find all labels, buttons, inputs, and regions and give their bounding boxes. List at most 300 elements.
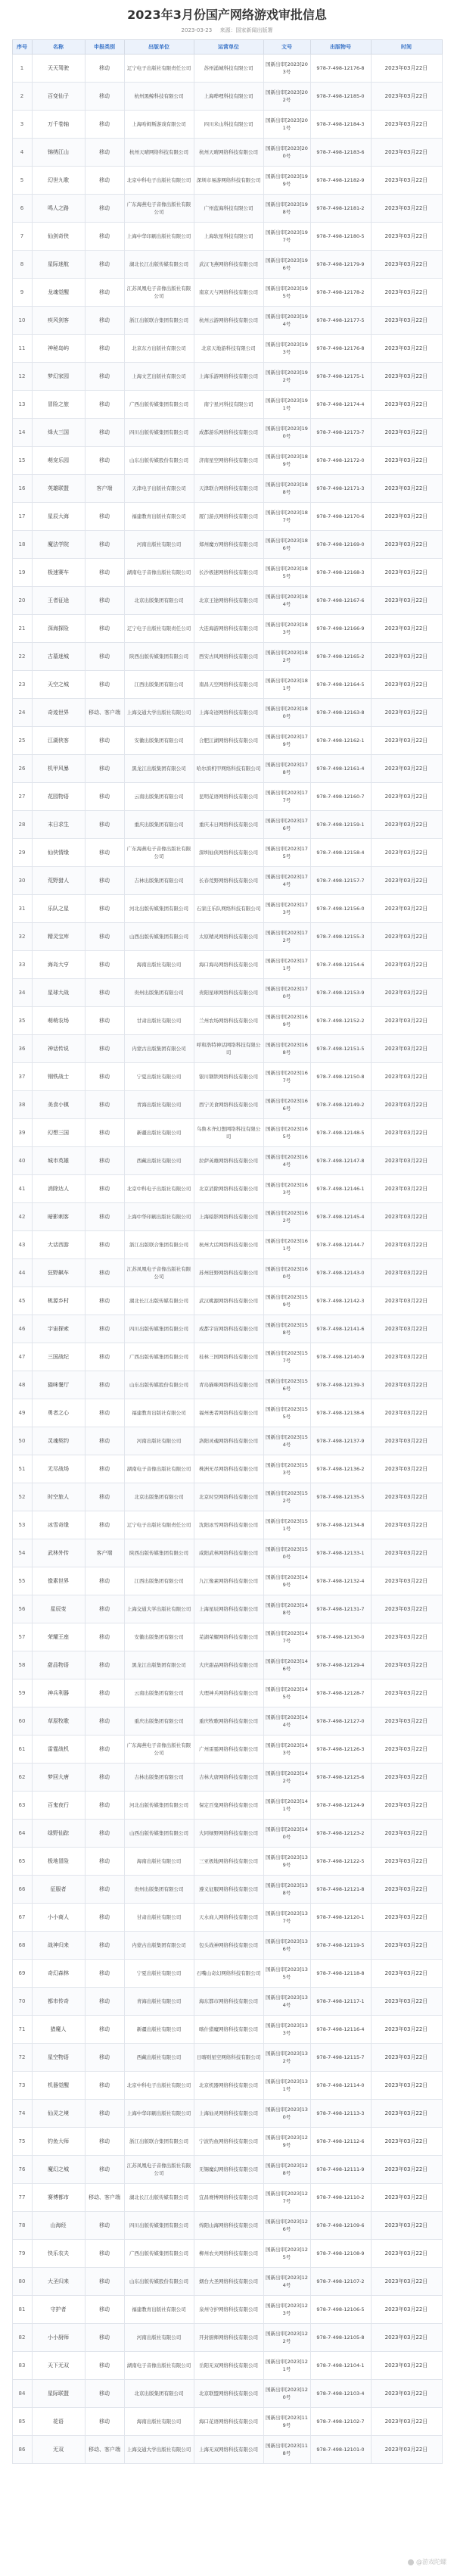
table-row (12, 167, 442, 195)
cell-type: 移动 (85, 2128, 124, 2156)
cell-doc-no: 国新出审[2023]203号 (263, 55, 310, 83)
cell-no: 75 (12, 2128, 32, 2156)
col-header-publisher: 出版单位 (124, 40, 194, 55)
cell-doc-no: 国新出审[2023]156号 (263, 1371, 310, 1399)
cell-operator: 杭州云游网络科技有限公司 (194, 307, 263, 335)
cell-name: 龙魂觉醒 (32, 279, 85, 307)
cell-name: 王者征途 (32, 587, 85, 615)
cell-isbn: 978-7-498-12178-2 (310, 279, 371, 307)
cell-isbn: 978-7-498-12123-2 (310, 1820, 371, 1848)
cell-date: 2023年03月22日 (371, 2016, 442, 2044)
cell-date: 2023年03月22日 (371, 1539, 442, 1567)
cell-type: 客户端 (85, 1539, 124, 1567)
cell-name: 星辰变 (32, 1595, 85, 1623)
col-header-doc-no: 文号 (263, 40, 310, 55)
cell-type: 移动 (85, 1399, 124, 1427)
cell-name: 天天驾驶 (32, 55, 85, 83)
cell-no: 58 (12, 1651, 32, 1679)
cell-operator: 吉林大唐网络科技有限公司 (194, 1764, 263, 1792)
table-row (12, 1623, 442, 1651)
table-row (12, 1511, 442, 1539)
cell-name: 大圣归来 (32, 2268, 85, 2296)
cell-date: 2023年03月22日 (371, 1960, 442, 1988)
cell-date: 2023年03月22日 (371, 559, 442, 587)
table-row (12, 1231, 442, 1259)
cell-operator: 包头战神网络科技有限公司 (194, 1932, 263, 1960)
cell-name: 星际迷航 (32, 251, 85, 279)
cell-publisher: 广西出版传媒集团有限公司 (124, 391, 194, 419)
cell-name: 山海经 (32, 2212, 85, 2240)
cell-isbn: 978-7-498-12142-3 (310, 1287, 371, 1315)
cell-isbn: 978-7-498-12109-6 (310, 2212, 371, 2240)
cell-publisher: 北京出版集团有限公司 (124, 2380, 194, 2408)
cell-doc-no: 国新出审[2023]141号 (263, 1792, 310, 1820)
table-row (12, 2352, 442, 2380)
cell-operator: 拉萨英雄网络科技有限公司 (194, 1147, 263, 1175)
cell-no: 74 (12, 2100, 32, 2128)
cell-publisher: 四川出版传媒集团有限公司 (124, 2212, 194, 2240)
cell-type: 移动 (85, 139, 124, 167)
table-row (12, 139, 442, 167)
cell-publisher: 上海交通大学出版社有限公司 (124, 1595, 194, 1623)
cell-no: 1 (12, 55, 32, 83)
cell-isbn: 978-7-498-12117-1 (310, 1988, 371, 2016)
cell-publisher: 河南出版社有限公司 (124, 2324, 194, 2352)
cell-doc-no: 国新出审[2023]178号 (263, 755, 310, 783)
table-row (12, 1736, 442, 1764)
cell-operator: 武汉桃源网络科技有限公司 (194, 1287, 263, 1315)
cell-publisher: 上海中华印刷出版社有限公司 (124, 1203, 194, 1231)
cell-operator: 喀什猎魔网络科技有限公司 (194, 2016, 263, 2044)
cell-type: 移动 (85, 1876, 124, 1904)
cell-doc-no: 国新出审[2023]147号 (263, 1623, 310, 1651)
cell-date: 2023年03月22日 (371, 2044, 442, 2072)
cell-operator: 宜昌赛博网络科技有限公司 (194, 2184, 263, 2212)
cell-publisher: 海南出版社有限公司 (124, 1848, 194, 1876)
cell-no: 85 (12, 2408, 32, 2436)
cell-name: 钓鱼大师 (32, 2128, 85, 2156)
table-row (12, 531, 442, 559)
cell-doc-no: 国新出审[2023]119号 (263, 2408, 310, 2436)
table-row (12, 979, 442, 1007)
cell-doc-no: 国新出审[2023]179号 (263, 727, 310, 755)
cell-publisher: 海南出版社有限公司 (124, 2408, 194, 2436)
cell-isbn: 978-7-498-12183-6 (310, 139, 371, 167)
cell-doc-no: 国新出审[2023]172号 (263, 923, 310, 951)
cell-operator: 大庆甜品网络科技有限公司 (194, 1651, 263, 1679)
cell-doc-no: 国新出审[2023]132号 (263, 2044, 310, 2072)
table-row (12, 1820, 442, 1848)
cell-publisher: 河北出版传媒集团有限公司 (124, 1792, 194, 1820)
cell-doc-no: 国新出审[2023]190号 (263, 419, 310, 447)
table-row (12, 643, 442, 671)
table-row (12, 1707, 442, 1736)
table-row (12, 1007, 442, 1035)
cell-name: 锦绣江山 (32, 139, 85, 167)
cell-name: 猎魔人 (32, 2016, 85, 2044)
cell-isbn: 978-7-498-12112-6 (310, 2128, 371, 2156)
cell-type: 移动 (85, 2324, 124, 2352)
cell-doc-no: 国新出审[2023]139号 (263, 1848, 310, 1876)
cell-doc-no: 国新出审[2023]150号 (263, 1539, 310, 1567)
table-row (12, 1988, 442, 2016)
cell-publisher: 江西出版集团有限公司 (124, 1567, 194, 1595)
cell-doc-no: 国新出审[2023]118号 (263, 2436, 310, 2464)
cell-no: 4 (12, 139, 32, 167)
table-row (12, 1175, 442, 1203)
cell-doc-no: 国新出审[2023]155号 (263, 1399, 310, 1427)
cell-operator: 九江像素网络科技有限公司 (194, 1567, 263, 1595)
cell-doc-no: 国新出审[2023]135号 (263, 1960, 310, 1988)
table-row (12, 447, 442, 475)
cell-isbn: 978-7-498-12160-7 (310, 783, 371, 811)
cell-date: 2023年03月22日 (371, 1259, 442, 1287)
cell-doc-no: 国新出审[2023]180号 (263, 699, 310, 727)
cell-no: 62 (12, 1764, 32, 1792)
table-row (12, 1287, 442, 1315)
table-row (12, 2016, 442, 2044)
cell-publisher: 青海出版社有限公司 (124, 1988, 194, 2016)
col-header-name: 名称 (32, 40, 85, 55)
cell-date: 2023年03月22日 (371, 1035, 442, 1063)
cell-type: 移动 (85, 1960, 124, 1988)
cell-isbn: 978-7-498-12119-5 (310, 1932, 371, 1960)
cell-date: 2023年03月22日 (371, 2128, 442, 2156)
cell-doc-no: 国新出审[2023]159号 (263, 1287, 310, 1315)
cell-isbn: 978-7-498-12139-3 (310, 1371, 371, 1399)
cell-date: 2023年03月22日 (371, 419, 442, 447)
table-row (12, 83, 442, 111)
cell-name: 仙侠情缘 (32, 839, 85, 867)
table-row (12, 2156, 442, 2184)
cell-no: 67 (12, 1904, 32, 1932)
cell-type: 移动 (85, 1988, 124, 2016)
cell-name: 神秘岛屿 (32, 335, 85, 363)
cell-no: 3 (12, 111, 32, 139)
cell-no: 24 (12, 699, 32, 727)
cell-date: 2023年03月22日 (371, 503, 442, 531)
cell-publisher: 西藏出版社有限公司 (124, 2044, 194, 2072)
cell-doc-no: 国新出审[2023]200号 (263, 139, 310, 167)
cell-doc-no: 国新出审[2023]184号 (263, 587, 310, 615)
table-row (12, 419, 442, 447)
table-row (12, 55, 442, 83)
cell-no: 23 (12, 671, 32, 699)
cell-date: 2023年03月22日 (371, 727, 442, 755)
table-row (12, 2072, 442, 2100)
cell-doc-no: 国新出审[2023]194号 (263, 307, 310, 335)
cell-name: 战神归来 (32, 1932, 85, 1960)
cell-isbn: 978-7-498-12103-4 (310, 2380, 371, 2408)
cell-isbn: 978-7-498-12110-2 (310, 2184, 371, 2212)
cell-name: 星际联盟 (32, 2380, 85, 2408)
cell-operator: 上海仙灵网络科技有限公司 (194, 2100, 263, 2128)
cell-type: 移动 (85, 1848, 124, 1876)
cell-date: 2023年03月22日 (371, 391, 442, 419)
cell-operator: 北京王途网络科技有限公司 (194, 587, 263, 615)
cell-operator: 武汉飞燕网络科技有限公司 (194, 251, 263, 279)
cell-name: 星空物语 (32, 2044, 85, 2072)
cell-name: 钢铁战士 (32, 1063, 85, 1091)
cell-publisher: 甘肃出版社有限公司 (124, 1904, 194, 1932)
cell-type: 移动 (85, 307, 124, 335)
cell-no: 11 (12, 335, 32, 363)
cell-name: 无双 (32, 2436, 85, 2464)
cell-isbn: 978-7-498-12144-7 (310, 1231, 371, 1259)
cell-isbn: 978-7-498-12108-9 (310, 2240, 371, 2268)
cell-publisher: 河北出版传媒集团有限公司 (124, 895, 194, 923)
cell-no: 52 (12, 1483, 32, 1511)
cell-name: 快乐农夫 (32, 2240, 85, 2268)
cell-operator: 苏州涌城科技有限公司 (194, 55, 263, 83)
cell-name: 无尽战场 (32, 1455, 85, 1483)
cell-operator: 泉州守护网络科技有限公司 (194, 2296, 263, 2324)
cell-doc-no: 国新出审[2023]128号 (263, 2156, 310, 2184)
cell-publisher: 吉林出版集团有限公司 (124, 867, 194, 895)
cell-publisher: 北京东方出版社有限公司 (124, 335, 194, 363)
cell-doc-no: 国新出审[2023]133号 (263, 2016, 310, 2044)
cell-doc-no: 国新出审[2023]168号 (263, 1035, 310, 1063)
cell-doc-no: 国新出审[2023]122号 (263, 2324, 310, 2352)
cell-operator: 厦门游点网络科技有限公司 (194, 503, 263, 531)
cell-name: 都市传奇 (32, 1988, 85, 2016)
table-row (12, 2212, 442, 2240)
cell-operator: 重庆牧歌网络科技有限公司 (194, 1707, 263, 1736)
cell-doc-no: 国新出审[2023]127号 (263, 2184, 310, 2212)
cell-doc-no: 国新出审[2023]157号 (263, 1343, 310, 1371)
cell-no: 86 (12, 2436, 32, 2464)
cell-publisher: 海南出版社有限公司 (124, 951, 194, 979)
cell-type: 移动 (85, 447, 124, 475)
cell-publisher: 湖南电子音像出版社有限公司 (124, 2352, 194, 2380)
cell-operator: 北京天地游科技有限公司 (194, 335, 263, 363)
cell-doc-no: 国新出审[2023]170号 (263, 979, 310, 1007)
cell-isbn: 978-7-498-12145-4 (310, 1203, 371, 1231)
cell-operator: 哈尔滨机甲网络科技有限公司 (194, 755, 263, 783)
cell-publisher: 湖北长江出版传媒有限公司 (124, 2184, 194, 2212)
cell-operator: 成都宇宙网络科技有限公司 (194, 1315, 263, 1343)
cell-operator: 上海奇迹网络科技有限公司 (194, 699, 263, 727)
cell-type: 移动 (85, 1679, 124, 1707)
cell-name: 天下无双 (32, 2352, 85, 2380)
table-row (12, 363, 442, 391)
cell-operator: 西安古风网络科技有限公司 (194, 643, 263, 671)
cell-no: 5 (12, 167, 32, 195)
cell-type: 移动 (85, 1651, 124, 1679)
cell-publisher: 杭州黑鲸科技有限公司 (124, 83, 194, 111)
cell-publisher: 青海出版社有限公司 (124, 1091, 194, 1119)
cell-isbn: 978-7-498-12151-5 (310, 1035, 371, 1063)
cell-name: 星辰大海 (32, 503, 85, 531)
cell-operator: 烟台大圣网络科技有限公司 (194, 2268, 263, 2296)
cell-name: 消除达人 (32, 1175, 85, 1203)
cell-type: 移动 (85, 2380, 124, 2408)
cell-publisher: 杭州天晴网络科技有限公司 (124, 139, 194, 167)
cell-doc-no: 国新出审[2023]138号 (263, 1876, 310, 1904)
cell-date: 2023年03月22日 (371, 1932, 442, 1960)
cell-publisher: 广东海燕电子音像出版社有限公司 (124, 195, 194, 223)
table-row (12, 111, 442, 139)
table-row (12, 2100, 442, 2128)
cell-no: 79 (12, 2240, 32, 2268)
cell-no: 55 (12, 1567, 32, 1595)
cell-doc-no: 国新出审[2023]148号 (263, 1595, 310, 1623)
cell-doc-no: 国新出审[2023]175号 (263, 839, 310, 867)
cell-date: 2023年03月22日 (371, 307, 442, 335)
cell-doc-no: 国新出审[2023]140号 (263, 1820, 310, 1848)
cell-doc-no: 国新出审[2023]130号 (263, 2100, 310, 2128)
cell-operator: 杭州天晴网络科技有限公司 (194, 139, 263, 167)
cell-isbn: 978-7-498-12150-8 (310, 1063, 371, 1091)
cell-isbn: 978-7-498-12127-0 (310, 1707, 371, 1736)
cell-no: 14 (12, 419, 32, 447)
table-row (12, 923, 442, 951)
cell-date: 2023年03月22日 (371, 447, 442, 475)
cell-date: 2023年03月22日 (371, 1147, 442, 1175)
cell-name: 极速赛车 (32, 559, 85, 587)
table-row (12, 783, 442, 811)
table-row (12, 251, 442, 279)
table-row (12, 811, 442, 839)
cell-date: 2023年03月22日 (371, 671, 442, 699)
cell-operator: 上海无双网络科技有限公司 (194, 2436, 263, 2464)
cell-operator: 上海暗影网络科技有限公司 (194, 1203, 263, 1231)
table-row (12, 727, 442, 755)
table-row (12, 1259, 442, 1287)
cell-operator: 大理神兵网络科技有限公司 (194, 1679, 263, 1707)
cell-type: 移动、客户端 (85, 699, 124, 727)
cell-no: 26 (12, 755, 32, 783)
table-row (12, 1119, 442, 1147)
cell-no: 48 (12, 1371, 32, 1399)
cell-operator: 广州蓝海科技有限公司 (194, 195, 263, 223)
cell-date: 2023年03月22日 (371, 1203, 442, 1231)
cell-type: 移动 (85, 503, 124, 531)
table-row (12, 839, 442, 867)
cell-no: 21 (12, 615, 32, 643)
cell-no: 6 (12, 195, 32, 223)
cell-operator: 北京消除网络科技有限公司 (194, 1175, 263, 1203)
cell-no: 33 (12, 951, 32, 979)
table-row (12, 2324, 442, 2352)
cell-name: 荒野猎人 (32, 867, 85, 895)
cell-operator: 芜湖荣耀网络科技有限公司 (194, 1623, 263, 1651)
cell-no: 76 (12, 2156, 32, 2184)
cell-no: 50 (12, 1427, 32, 1455)
publish-date: 2023-03-23 (181, 27, 213, 33)
table-row (12, 1371, 442, 1399)
cell-doc-no: 国新出审[2023]198号 (263, 195, 310, 223)
cell-no: 30 (12, 867, 32, 895)
cell-name: 时空旅人 (32, 1483, 85, 1511)
cell-type: 移动 (85, 111, 124, 139)
cell-operator: 石嘴山奇幻网络科技有限公司 (194, 1960, 263, 1988)
cell-publisher: 广东海燕电子音像出版社有限公司 (124, 1736, 194, 1764)
table-row (12, 1315, 442, 1343)
cell-publisher: 辽宁电子出版社有限责任公司 (124, 55, 194, 83)
cell-publisher: 陕西出版传媒集团有限公司 (124, 1539, 194, 1567)
cell-type: 移动 (85, 1904, 124, 1932)
cell-isbn: 978-7-498-12173-7 (310, 419, 371, 447)
cell-operator: 北京时空网络科技有限公司 (194, 1483, 263, 1511)
cell-no: 36 (12, 1035, 32, 1063)
cell-date: 2023年03月22日 (371, 1679, 442, 1707)
table-row (12, 1792, 442, 1820)
cell-name: 狂野飙车 (32, 1259, 85, 1287)
cell-no: 83 (12, 2352, 32, 2380)
cell-doc-no: 国新出审[2023]129号 (263, 2128, 310, 2156)
cell-publisher: 广西出版传媒集团有限公司 (124, 1343, 194, 1371)
cell-type: 移动 (85, 1175, 124, 1203)
cell-name: 甜品物语 (32, 1651, 85, 1679)
cell-type: 移动 (85, 1035, 124, 1063)
cell-type: 移动 (85, 1203, 124, 1231)
cell-publisher: 湖北长江出版传媒有限公司 (124, 251, 194, 279)
cell-name: 魔法学院 (32, 531, 85, 559)
cell-date: 2023年03月22日 (371, 1455, 442, 1483)
cell-name: 小小厨师 (32, 2324, 85, 2352)
cell-doc-no: 国新出审[2023]136号 (263, 1932, 310, 1960)
cell-doc-no: 国新出审[2023]158号 (263, 1315, 310, 1343)
cell-publisher: 内蒙古出版集团有限公司 (124, 1035, 194, 1063)
cell-publisher: 宁夏出版社有限公司 (124, 1063, 194, 1091)
cell-doc-no: 国新出审[2023]185号 (263, 559, 310, 587)
cell-type: 移动、客户端 (85, 2436, 124, 2464)
cell-doc-no: 国新出审[2023]124号 (263, 2268, 310, 2296)
cell-no: 57 (12, 1623, 32, 1651)
cell-date: 2023年03月22日 (371, 1511, 442, 1539)
cell-type: 移动 (85, 83, 124, 111)
cell-name: 美食小镇 (32, 1091, 85, 1119)
cell-doc-no: 国新出审[2023]199号 (263, 167, 310, 195)
cell-type: 移动 (85, 783, 124, 811)
col-header-operator: 运营单位 (194, 40, 263, 55)
cell-doc-no: 国新出审[2023]151号 (263, 1511, 310, 1539)
cell-publisher: 广东海燕电子音像出版社有限公司 (124, 839, 194, 867)
cell-type: 移动、客户端 (85, 2184, 124, 2212)
cell-doc-no: 国新出审[2023]189号 (263, 447, 310, 475)
cell-isbn: 978-7-498-12131-7 (310, 1595, 371, 1623)
cell-operator: 无锡魔幻网络科技有限公司 (194, 2156, 263, 2184)
cell-date: 2023年03月22日 (371, 1287, 442, 1315)
cell-operator: 沈阳冰雪网络科技有限公司 (194, 1511, 263, 1539)
cell-date: 2023年03月22日 (371, 139, 442, 167)
cell-date: 2023年03月22日 (371, 1175, 442, 1203)
cell-date: 2023年03月22日 (371, 363, 442, 391)
cell-date: 2023年03月22日 (371, 1371, 442, 1399)
table-header-row (12, 40, 442, 55)
cell-name: 冰雪奇缘 (32, 1511, 85, 1539)
cell-type: 移动 (85, 2268, 124, 2296)
cell-isbn: 978-7-498-12169-0 (310, 531, 371, 559)
cell-operator: 桂林三国网络科技有限公司 (194, 1343, 263, 1371)
cell-no: 45 (12, 1287, 32, 1315)
cell-doc-no: 国新出审[2023]146号 (263, 1651, 310, 1679)
approval-table (12, 39, 443, 2464)
table-row (12, 1904, 442, 1932)
cell-name: 深海探险 (32, 615, 85, 643)
cell-publisher: 黑龙江出版集团有限公司 (124, 1651, 194, 1679)
cell-publisher: 福建教育出版社有限公司 (124, 1399, 194, 1427)
cell-doc-no: 国新出审[2023]123号 (263, 2296, 310, 2324)
cell-type: 移动 (85, 335, 124, 363)
cell-name: 花园物语 (32, 783, 85, 811)
cell-no: 42 (12, 1203, 32, 1231)
source-label: 来源：国家新闻出版署 (219, 27, 273, 33)
cell-date: 2023年03月22日 (371, 2072, 442, 2100)
cell-publisher: 河南出版社有限公司 (124, 1427, 194, 1455)
table-row (12, 699, 442, 727)
